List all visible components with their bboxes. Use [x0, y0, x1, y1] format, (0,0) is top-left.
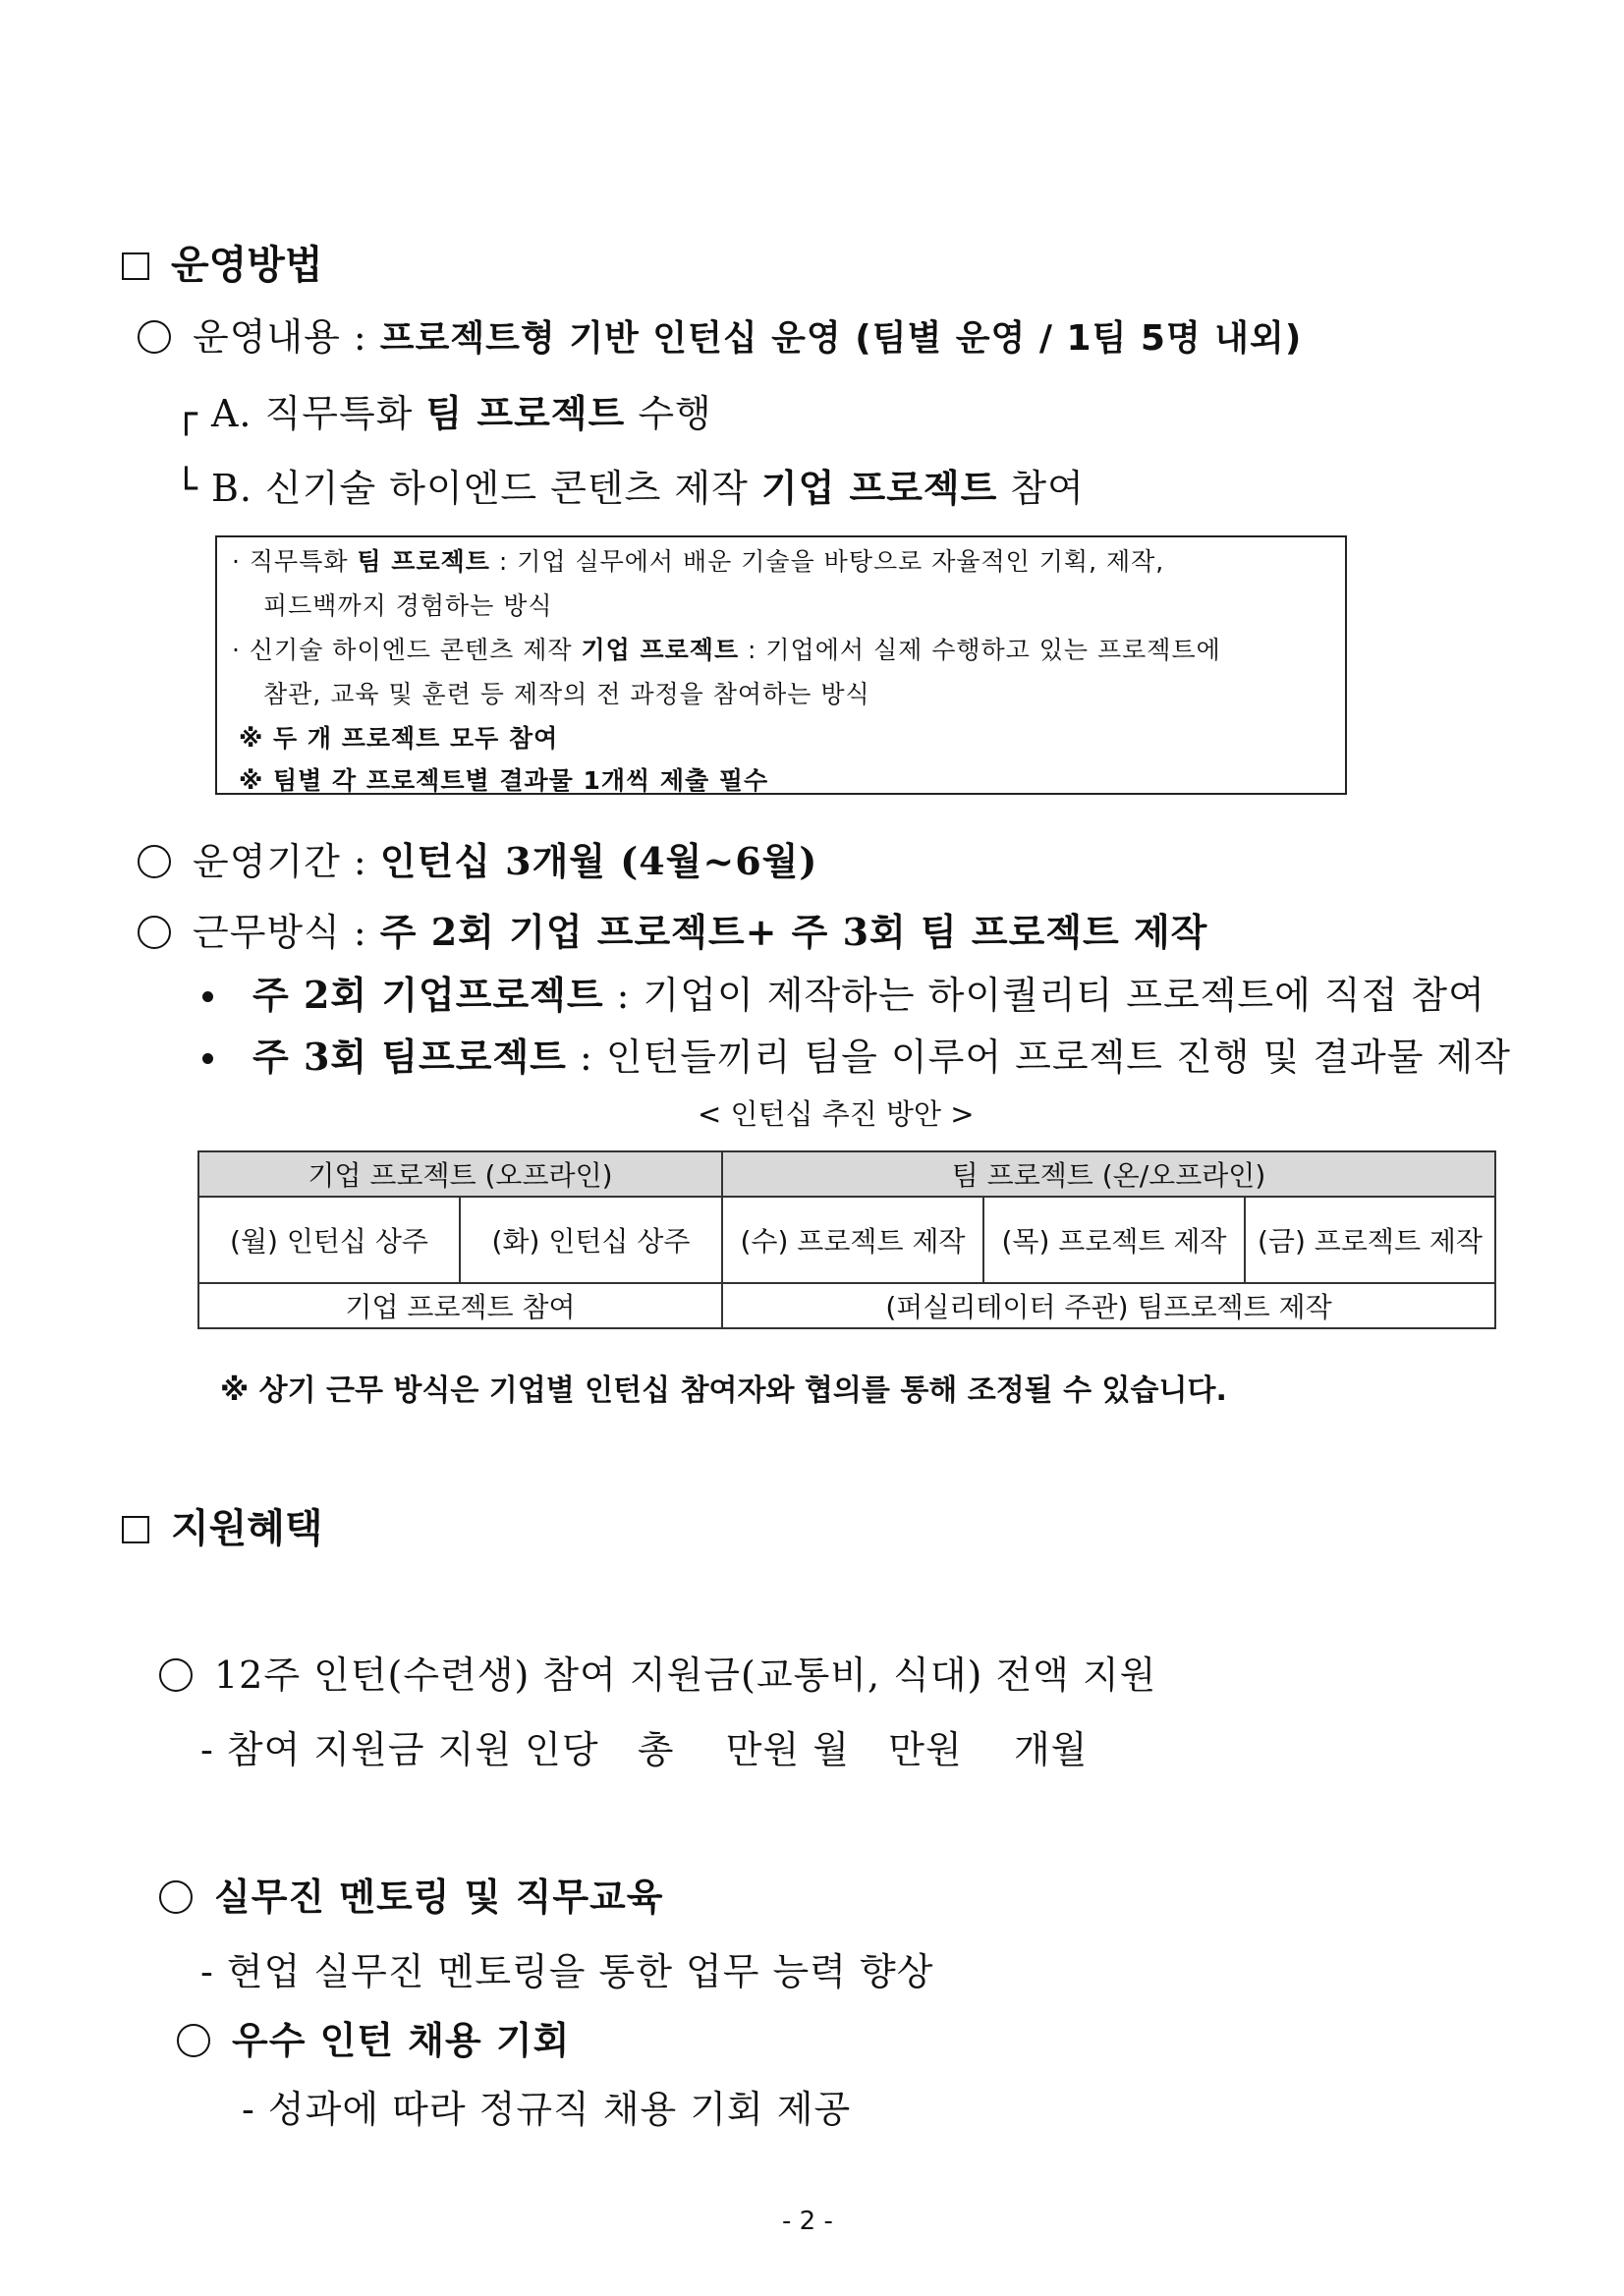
note-line: ※ 두 개 프로젝트 모두 참여	[239, 724, 559, 753]
circle-bullet-icon	[138, 320, 171, 354]
note-line: · 신기술 하이엔드 콘텐츠 제작 기업 프로젝트 : 기업에서 실제 수행하고 있는 프로젝트에	[232, 636, 1221, 664]
benefit-detail: - 참여 지원금 지원 인당 총 만원 월 만원 개월	[200, 1728, 1089, 1771]
bullet-dot-icon	[202, 1053, 213, 1064]
work-method-footnote: ※ 상기 근무 방식은 기업별 인턴십 참여자와 협의를 통해 조정될 수 있습니다.	[220, 1373, 1227, 1408]
table-cell: (목) 프로젝트 제작	[983, 1197, 1245, 1283]
table-cell: (월) 인턴십 상주	[198, 1197, 460, 1283]
benefit-title: 12주 인턴(수련생) 참여 지원금(교통비, 식대) 전액 지원	[159, 1645, 1156, 1699]
checkbox-square-icon	[122, 1516, 149, 1543]
operation-period-item: 운영기간 : 인턴십 3개월 (4월~6월)	[138, 831, 817, 885]
project-b-line: └ B. 신기술 하이엔드 콘텐츠 제작 기업 프로젝트 참여	[175, 467, 1085, 510]
table-header-row	[198, 1151, 1495, 1197]
table-cell: (화) 인턴십 상주	[460, 1197, 722, 1283]
section-title-operation: 운영방법	[122, 234, 323, 290]
benefit-detail: - 성과에 따라 정규직 채용 기회 제공	[242, 2088, 852, 2131]
bullet-dot-icon	[202, 991, 213, 1002]
note-line: ※ 팀별 각 프로젝트별 결과물 1개씩 제출 필수	[239, 766, 769, 795]
note-line: · 직무특화 팀 프로젝트 : 기업 실무에서 배운 기술을 바탕으로 자율적인 기획, 제작,	[232, 547, 1165, 576]
circle-bullet-icon	[138, 916, 171, 949]
internship-plan-table	[197, 1150, 1496, 1329]
table-cell: (퍼실리테이터 주관) 팀프로젝트 제작	[722, 1283, 1495, 1328]
bullet-team-project: 주 3회 팀프로젝트 : 인턴들끼리 팀을 이루어 프로젝트 진행 및 결과물 제작	[202, 1027, 1511, 1081]
circle-bullet-icon	[138, 845, 171, 878]
note-line: 참관, 교육 및 훈련 등 제작의 전 과정을 참여하는 방식	[263, 680, 870, 708]
benefit-title: 우수 인턴 채용 기회	[177, 2010, 570, 2064]
circle-bullet-icon	[159, 1880, 193, 1914]
table-cell: (수) 프로젝트 제작	[722, 1197, 983, 1283]
checkbox-square-icon	[122, 252, 149, 280]
work-method-item: 근무방식 : 주 2회 기업 프로젝트+ 주 3회 팀 프로젝트 제작	[138, 902, 1207, 956]
bullet-corporate-project: 주 2회 기업프로젝트 : 기업이 제작하는 하이퀄리티 프로젝트에 직접 참여	[202, 965, 1485, 1019]
page-number: - 2 -	[782, 2207, 833, 2236]
circle-bullet-icon	[159, 1658, 193, 1692]
section-title-benefits: 지원혜택	[122, 1497, 323, 1553]
circle-bullet-icon	[177, 2024, 210, 2057]
table-row	[198, 1283, 1495, 1328]
benefit-title: 실무진 멘토링 및 직무교육	[159, 1867, 663, 1921]
note-line: 피드백까지 경험하는 방식	[263, 591, 553, 620]
project-a-line: ┌ A. 직무특화 팀 프로젝트 수행	[175, 392, 712, 435]
table-cell: (금) 프로젝트 제작	[1245, 1197, 1495, 1283]
header-team-project: 팀 프로젝트 (온/오프라인)	[722, 1151, 1495, 1197]
table-cell: 기업 프로젝트 참여	[198, 1283, 722, 1328]
table-row	[198, 1197, 1495, 1283]
table-caption: < 인턴십 추진 방안 >	[698, 1097, 975, 1131]
header-corporate-project: 기업 프로젝트 (오프라인)	[198, 1151, 722, 1197]
operation-content-item: 운영내용 : 프로젝트형 기반 인턴십 운영 (팀별 운영 / 1팀 5명 내외)	[138, 307, 1302, 361]
benefit-detail: - 현업 실무진 멘토링을 통한 업무 능력 향상	[200, 1950, 934, 1993]
